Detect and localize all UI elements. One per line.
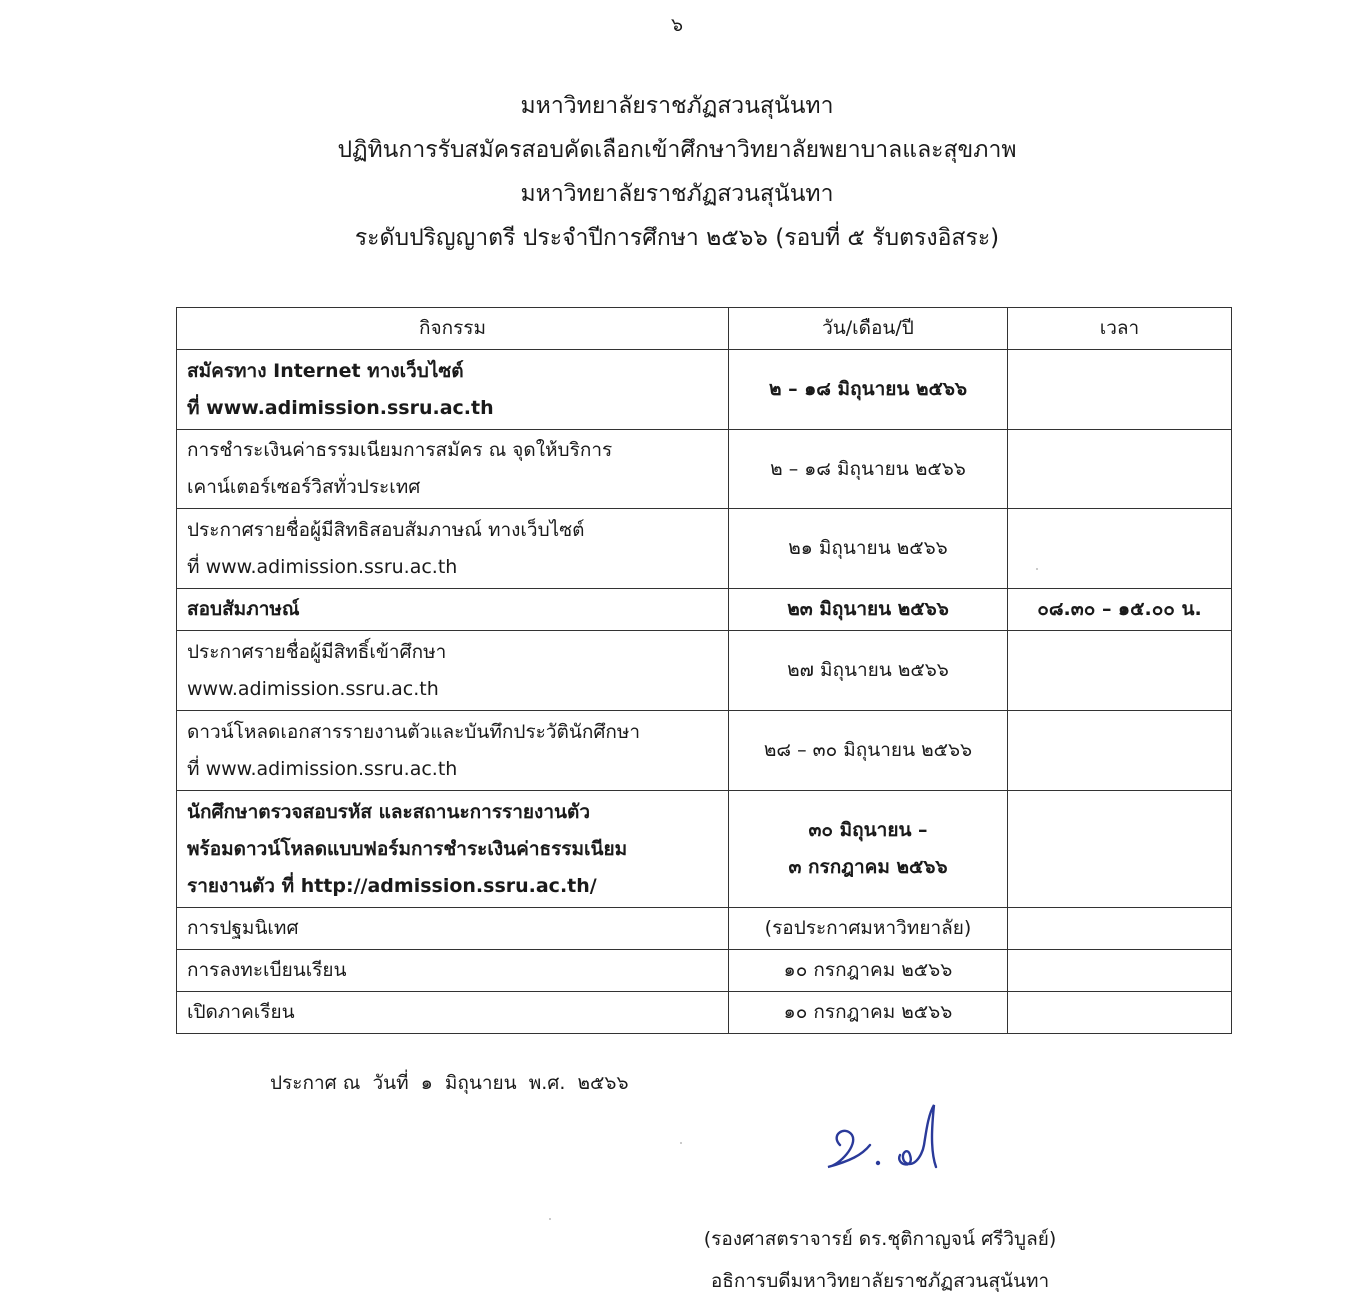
activity-line: นักศึกษาตรวจสอบรหัส และสถานะการรายงานตัว <box>187 800 590 823</box>
page-number: ๖ <box>670 14 684 36</box>
activity-line: ดาวน์โหลดเอกสารรายงานตัวและบันทึกประวัตินักศึกษา <box>187 720 641 743</box>
table-row <box>177 589 1232 631</box>
title-line-university: มหาวิทยาลัยราชภัฏสวนสุนันทา <box>520 93 834 119</box>
document-title <box>0 84 1354 260</box>
date-line: ๒๗ มิถุนายน ๒๕๖๖ <box>787 659 949 681</box>
activity-line: การลงทะเบียนเรียน <box>187 959 347 981</box>
cell-time <box>1008 992 1232 1034</box>
cell-activity <box>177 589 729 631</box>
activity-line: ประกาศรายชื่อผู้มีสิทธิสอบสัมภาษณ์ ทางเว็บไซต์ <box>187 518 585 541</box>
cell-time <box>1008 950 1232 992</box>
header-activity: กิจกรรม <box>177 308 729 350</box>
date-line: ๒๑ มิถุนายน ๒๕๖๖ <box>788 537 948 559</box>
cell-date <box>729 589 1008 631</box>
cell-date <box>729 711 1008 791</box>
header-date: วัน/เดือน/ปี <box>729 308 1008 350</box>
activity-line: ที่ www.adimission.ssru.ac.th <box>187 555 458 578</box>
cell-date <box>729 350 1008 430</box>
cell-time: ๐๘.๓๐ – ๑๕.๐๐ น. <box>1008 589 1232 631</box>
signer-name: (รองศาสตราจารย์ ดร.ชุติกาญจน์ ศรีวิบูลย์) <box>703 1228 1057 1250</box>
cell-activity <box>177 791 729 908</box>
cell-time <box>1008 509 1232 589</box>
cell-activity <box>177 430 729 509</box>
activity-line: ที่ www.adimission.ssru.ac.th <box>187 757 458 780</box>
activity-line: ที่ www.adimission.ssru.ac.th <box>187 396 494 419</box>
cell-date <box>729 430 1008 509</box>
activity-line: เปิดภาคเรียน <box>187 1001 295 1023</box>
table-row <box>177 992 1232 1034</box>
cell-date <box>729 908 1008 950</box>
table-row <box>177 509 1232 589</box>
table-row <box>177 430 1232 509</box>
cell-activity <box>177 908 729 950</box>
header-time: เวลา <box>1008 308 1232 350</box>
date-line: ๑๐ กรกฎาคม ๒๕๖๖ <box>783 1001 953 1023</box>
schedule-body <box>177 350 1232 1034</box>
activity-line: รายงานตัว ที่ http://admission.ssru.ac.th/ <box>187 874 597 897</box>
cell-activity <box>177 711 729 791</box>
activity-line: พร้อมดาวน์โหลดแบบฟอร์มการชำระเงินค่าธรรมเนียม <box>187 837 628 860</box>
scan-speck <box>680 1142 682 1144</box>
table-row <box>177 950 1232 992</box>
table-row <box>177 791 1232 908</box>
table-row <box>177 350 1232 430</box>
cell-activity <box>177 631 729 711</box>
cell-date <box>729 992 1008 1034</box>
scan-speck <box>1036 568 1038 570</box>
cell-time <box>1008 711 1232 791</box>
handwritten-signature <box>800 1095 960 1190</box>
date-line: ๒ – ๑๘ มิถุนายน ๒๕๖๖ <box>770 457 966 480</box>
title-line-university-2: มหาวิทยาลัยราชภัฏสวนสุนันทา <box>520 181 834 207</box>
cell-time <box>1008 631 1232 711</box>
cell-time <box>1008 908 1232 950</box>
table-row <box>177 908 1232 950</box>
schedule-table <box>176 307 1232 1034</box>
cell-time <box>1008 791 1232 908</box>
cell-activity <box>177 509 729 589</box>
cell-time <box>1008 350 1232 430</box>
table-row <box>177 711 1232 791</box>
date-line: ๑๐ กรกฎาคม ๒๕๖๖ <box>783 959 953 981</box>
activity-line: สมัครทาง Internet ทางเว็บไซต์ <box>187 359 464 382</box>
title-line-level: ระดับปริญญาตรี ประจำปีการศึกษา ๒๕๖๖ (รอบที่ ๕ รับตรงอิสระ) <box>354 225 1000 251</box>
date-line: ๒๘ – ๓๐ มิถุนายน ๒๕๖๖ <box>763 739 973 761</box>
activity-line: เคาน์เตอร์เซอร์วิสทั่วประเทศ <box>187 476 421 498</box>
table-header-row <box>177 308 1232 350</box>
date-line: ๒๓ มิถุนายน ๒๕๖๖ <box>787 598 949 620</box>
cell-date <box>729 950 1008 992</box>
signer-position: อธิการบดีมหาวิทยาลัยราชภัฏสวนสุนันทา <box>710 1270 1050 1292</box>
table-row <box>177 631 1232 711</box>
activity-line: การชำระเงินค่าธรรมเนียมการสมัคร ณ จุดให้บริการ <box>187 439 613 461</box>
signer-block <box>650 1218 1110 1302</box>
cell-date <box>729 509 1008 589</box>
cell-date <box>729 631 1008 711</box>
cell-date <box>729 791 1008 908</box>
title-line-calendar: ปฏิทินการรับสมัครสอบคัดเลือกเข้าศึกษาวิทยาลัยพยาบาลและสุขภาพ <box>337 137 1017 163</box>
date-line: ๓ กรกฎาคม ๒๕๖๖ <box>788 856 948 878</box>
activity-line: ประกาศรายชื่อผู้มีสิทธิ์เข้าศึกษา <box>187 640 447 663</box>
date-line: (รอประกาศมหาวิทยาลัย) <box>764 917 972 939</box>
scan-speck <box>549 1218 551 1220</box>
date-line: ๒ – ๑๘ มิถุนายน ๒๕๖๖ <box>768 378 968 400</box>
cell-time <box>1008 430 1232 509</box>
date-line: ๓๐ มิถุนายน – <box>808 819 928 841</box>
activity-line: การปฐมนิเทศ <box>187 917 299 939</box>
announcement-date: ประกาศ ณ วันที่ ๑ มิถุนายน พ.ศ. ๒๕๖๖ <box>270 1072 629 1094</box>
activity-line: สอบสัมภาษณ์ <box>187 598 300 620</box>
cell-activity <box>177 992 729 1034</box>
activity-line: www.adimission.ssru.ac.th <box>187 677 439 700</box>
cell-activity <box>177 350 729 430</box>
cell-activity <box>177 950 729 992</box>
